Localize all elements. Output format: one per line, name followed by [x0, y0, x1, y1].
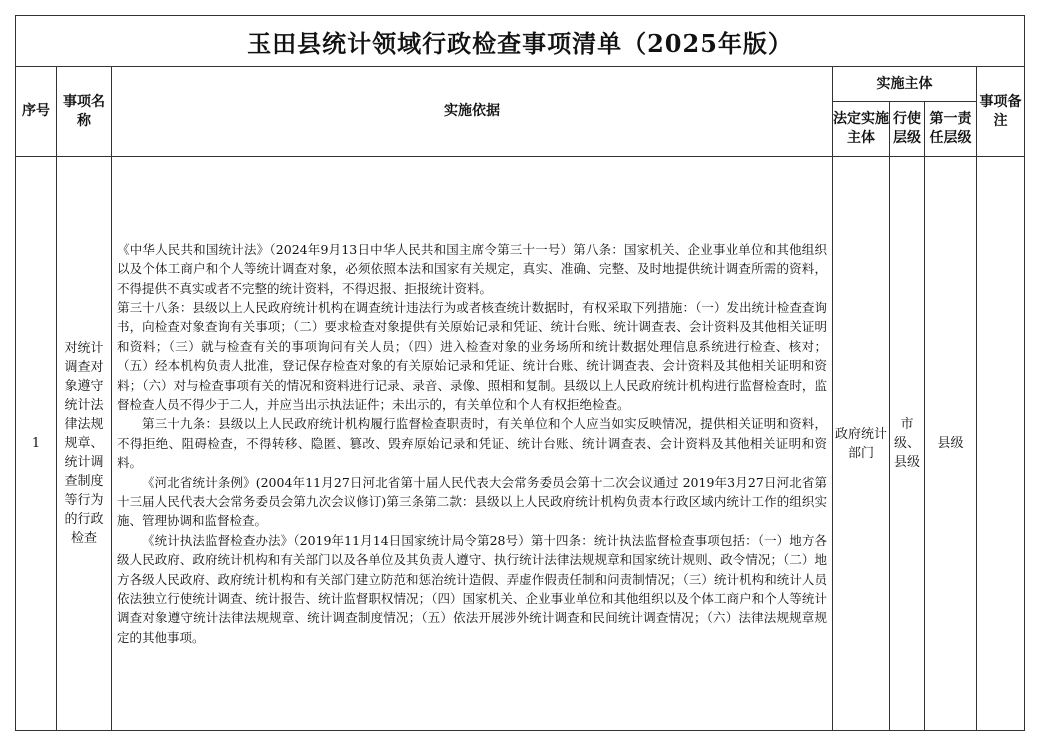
- table-row: [16, 157, 1025, 731]
- basis-paragraph: 第三十八条：县级以上人民政府统计机构在调查统计违法行为或者核查统计数据时，有权采取下列措施：（一）发出统计检查查询书，向检查对象查询有关事项；（二）要求检查对象提供有关原始记录和凭证、统计台账、统计调查表、会计资料及其他相关证明和资料；（三）就与检查有关的事项询问有关人员；（四）进入检查对象的业务场所和统计数据处理信息系统进行检查、核对；（五）经本机构负责人批准，登记保存检查对象的有关原始记录和凭证、统计台账、统计调查表、会计资料及其他相关证明和资料；（六）对与检查事项有关的情况和资料进行记录、录音、录像、照相和复制。县级以上人民政府统计机构进行监督检查时，监督检查人员不得少于二人，并应当出示执法证件；未出示的，有关单位和个人有权拒绝检查。: [117, 299, 827, 412]
- header-item-name: 事项名称: [57, 67, 112, 157]
- header-seq: 序号: [16, 67, 57, 157]
- header-first-resp-level: 第一责任层级: [925, 102, 977, 157]
- header-basis: 实施依据: [112, 67, 833, 157]
- page-title: 玉田县统计领域行政检查事项清单（2025年版）: [16, 16, 1025, 67]
- row-exercise-level: 市级、县级: [890, 157, 925, 731]
- row-seq: 1: [16, 157, 57, 731]
- header-legal-subject: 法定实施主体: [833, 102, 890, 157]
- basis-paragraph: 《统计执法监督检查办法》（2019年11月14日国家统计局令第28号）第十四条：统计执法监督检查事项包括：（一）地方各级人民政府、政府统计机构和有关部门以及各单位及其负责人遵守、执行统计法律法规规章和国家统计规则、政令情况；（二）地方各级人民政府、政府统计机构和有关部门建立防范和惩治统计造假、弄虚作假责任制和问责制情况；（三）统计机构和统计人员依法独立行使统计调查、统计报告、统计监督职权情况；（四）国家机关、企业事业单位和其他组织以及个体工商户和个人等统计调查对象遵守统计法律法规规章、统计调查制度情况；（五）依法开展涉外统计调查和民间统计调查情况；（六）法律法规规章规定的其他事项。: [117, 532, 827, 645]
- row-legal-subject: 政府统计部门: [833, 157, 890, 731]
- row-remarks: [977, 157, 1025, 731]
- row-first-resp-level: 县级: [925, 157, 977, 731]
- basis-paragraph: 第三十九条：县级以上人民政府统计机构履行监督检查职责时，有关单位和个人应当如实反映情况，提供相关证明和资料，不得拒绝、阻碍检查，不得转移、隐匿、篡改、毁弃原始记录和凭证、统计台账、统计调查表、会计资料及其他相关证明和资料。: [117, 416, 827, 471]
- row-basis: [112, 157, 833, 731]
- header-exercise-level: 行使层级: [890, 102, 925, 157]
- header-subject: 实施主体: [833, 67, 977, 102]
- header-remarks: 事项备注: [977, 67, 1025, 157]
- basis-paragraph: 《中华人民共和国统计法》（2024年9月13日中华人民共和国主席令第三十一号）第八条：国家机关、企业事业单位和其他组织以及个体工商户和个人等统计调查对象，必须依照本法和国家有关规定，真实、准确、完整、及时地提供统计调查所需的资料，不得提供不真实或者不完整的统计资料，不得迟报、拒报统计资料。: [117, 241, 827, 296]
- row-item-name: 对统计调查对象遵守统计法律法规规章、统计调查制度等行为的行政检查: [57, 157, 112, 731]
- basis-paragraph: 《河北省统计条例》(2004年11月27日河北省第十届人民代表大会常务委员会第十二次会议通过 2019年3月27日河北省第十三届人民代表大会常务委员会第九次会议修订)第三条第二款：县级以上人民政府统计机构负责本行政区域内统计工作的组织实施、管理协调和监督检查。: [117, 474, 827, 529]
- inspection-list-table: [15, 15, 1025, 731]
